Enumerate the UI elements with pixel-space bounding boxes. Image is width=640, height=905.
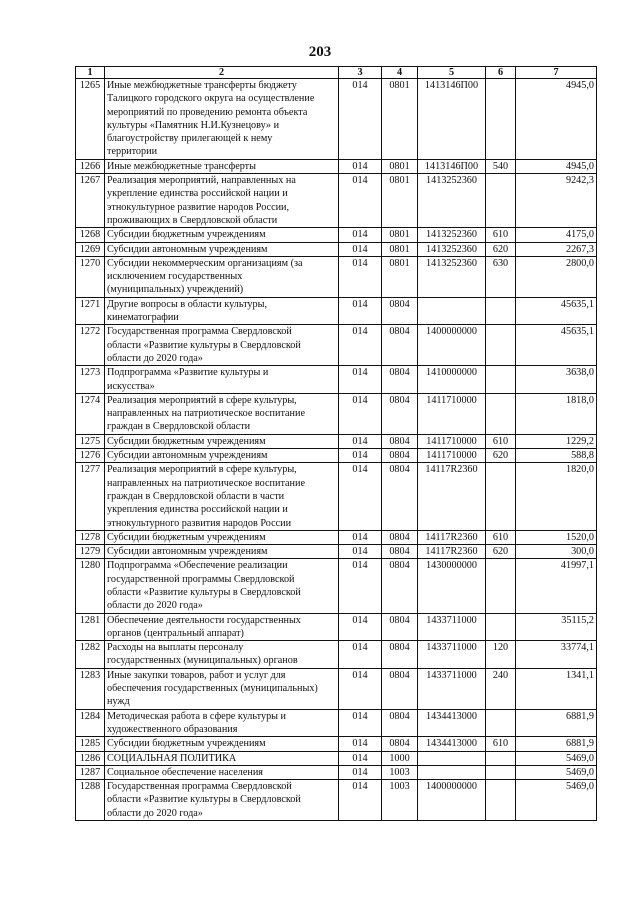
target-article-code: 1433711000 xyxy=(418,668,486,709)
target-article-code: 1433711000 xyxy=(418,613,486,641)
row-number: 1282 xyxy=(76,641,105,669)
row-name-line: Реализация мероприятий, направленных на xyxy=(107,175,296,187)
row-name xyxy=(105,780,339,821)
table-row xyxy=(76,613,597,641)
row-name-line: проживающих в Свердловской области xyxy=(107,214,278,226)
table-row xyxy=(76,228,597,242)
department-code: 014 xyxy=(339,393,382,434)
row-name-line: нужд xyxy=(107,696,130,708)
row-name-line: мероприятий по проведению ремонта объекта xyxy=(107,106,308,118)
row-name-line: Иные межбюджетные трансферты бюджету xyxy=(107,80,297,91)
amount: 5469,0 xyxy=(516,765,597,779)
row-name xyxy=(105,559,339,613)
section-code: 0804 xyxy=(382,668,418,709)
amount: 2800,0 xyxy=(516,256,597,297)
row-name-line: Талицкого городского округа на осуществление xyxy=(107,93,315,105)
amount: 5469,0 xyxy=(516,751,597,765)
row-name xyxy=(105,530,339,544)
table-row xyxy=(76,242,597,256)
row-name xyxy=(105,393,339,434)
row-name xyxy=(105,79,339,160)
table-row xyxy=(76,545,597,559)
header-cell: 3 xyxy=(339,67,382,79)
row-name-line: Методическая работа в сфере культуры и xyxy=(107,710,287,722)
row-name xyxy=(105,668,339,709)
section-code: 0801 xyxy=(382,174,418,228)
row-name-line: области до 2020 года» xyxy=(107,352,203,364)
row-name xyxy=(105,159,339,173)
department-code: 014 xyxy=(339,530,382,544)
expense-type-code: 630 xyxy=(486,256,516,297)
row-number: 1271 xyxy=(76,297,105,325)
table-row xyxy=(76,737,597,751)
row-number: 1276 xyxy=(76,449,105,463)
header-cell: 2 xyxy=(105,67,339,79)
department-code: 014 xyxy=(339,765,382,779)
table-row xyxy=(76,463,597,530)
row-name-line: области до 2020 года» xyxy=(107,807,203,819)
table-row xyxy=(76,530,597,544)
table-body xyxy=(76,79,597,821)
row-number: 1272 xyxy=(76,325,105,366)
amount: 1820,0 xyxy=(516,463,597,530)
section-code: 0804 xyxy=(382,325,418,366)
row-name-line: области до 2020 года» xyxy=(107,600,203,612)
amount: 1341,1 xyxy=(516,668,597,709)
row-name-line: обеспечения государственных (муниципальных) xyxy=(107,683,318,695)
expense-type-code: 610 xyxy=(486,434,516,448)
row-name-line: Расходы на выплаты персоналу xyxy=(107,642,244,654)
row-name-line: направленных на патриотическое воспитание xyxy=(107,408,305,420)
row-name-line: Государственная программа Свердловской xyxy=(107,781,292,793)
target-article-code: 14117R2360 xyxy=(418,463,486,530)
header-cell: 7 xyxy=(516,67,597,79)
expense-type-code xyxy=(486,463,516,530)
header-row xyxy=(76,67,597,79)
section-code: 0801 xyxy=(382,79,418,160)
row-number: 1274 xyxy=(76,393,105,434)
amount: 5469,0 xyxy=(516,780,597,821)
table-row xyxy=(76,780,597,821)
amount: 9242,3 xyxy=(516,174,597,228)
row-name xyxy=(105,613,339,641)
row-name-line: Иные межбюджетные трансферты xyxy=(107,160,256,172)
header-cell: 5 xyxy=(418,67,486,79)
row-number: 1286 xyxy=(76,751,105,765)
expense-type-code xyxy=(486,366,516,394)
department-code: 014 xyxy=(339,228,382,242)
target-article-code: 1413252360 xyxy=(418,174,486,228)
section-code: 1003 xyxy=(382,780,418,821)
department-code: 014 xyxy=(339,559,382,613)
row-name-line: Субсидии автономным учреждениям xyxy=(107,546,268,558)
row-name-line: Социальное обеспечение населения xyxy=(107,766,263,778)
table-row xyxy=(76,765,597,779)
table-row xyxy=(76,174,597,228)
row-name xyxy=(105,242,339,256)
table-row xyxy=(76,297,597,325)
row-name-line: Субсидии бюджетным учреждениям xyxy=(107,531,266,543)
section-code: 0801 xyxy=(382,256,418,297)
target-article-code: 1413252360 xyxy=(418,228,486,242)
row-number: 1266 xyxy=(76,159,105,173)
expense-type-code xyxy=(486,297,516,325)
row-name-line: Иные закупки товаров, работ и услуг для xyxy=(107,669,286,681)
row-name-line: этнокультурное развитие народов России, xyxy=(107,201,290,213)
section-code: 0804 xyxy=(382,366,418,394)
target-article-code: 1434413000 xyxy=(418,737,486,751)
row-number: 1265 xyxy=(76,79,105,160)
department-code: 014 xyxy=(339,737,382,751)
expense-type-code: 610 xyxy=(486,228,516,242)
table-row xyxy=(76,641,597,669)
department-code: 014 xyxy=(339,242,382,256)
department-code: 014 xyxy=(339,780,382,821)
row-number: 1267 xyxy=(76,174,105,228)
section-code: 0804 xyxy=(382,613,418,641)
expense-type-code: 620 xyxy=(486,242,516,256)
target-article-code: 1430000000 xyxy=(418,559,486,613)
row-number: 1285 xyxy=(76,737,105,751)
row-name-line: Подпрограмма «Развитие культуры и xyxy=(107,367,269,379)
row-name-line: органов (центральный аппарат) xyxy=(107,627,244,639)
expense-type-code: 610 xyxy=(486,737,516,751)
row-number: 1269 xyxy=(76,242,105,256)
row-name xyxy=(105,325,339,366)
row-name xyxy=(105,366,339,394)
section-code: 0804 xyxy=(382,434,418,448)
row-name-line: кинематографии xyxy=(107,312,179,324)
row-number: 1273 xyxy=(76,366,105,394)
table-row xyxy=(76,559,597,613)
amount: 4945,0 xyxy=(516,159,597,173)
row-name-line: Обеспечение деятельности государственных xyxy=(107,614,301,626)
expense-type-code: 620 xyxy=(486,545,516,559)
section-code: 0804 xyxy=(382,709,418,737)
expense-type-code: 240 xyxy=(486,668,516,709)
department-code: 014 xyxy=(339,159,382,173)
row-name-line: граждан в Свердловской области в части xyxy=(107,490,285,502)
page-number: 203 xyxy=(308,44,332,60)
target-article-code xyxy=(418,765,486,779)
expense-type-code xyxy=(486,751,516,765)
row-number: 1279 xyxy=(76,545,105,559)
target-article-code: 1434413000 xyxy=(418,709,486,737)
row-name-line: граждан в Свердловской области xyxy=(107,421,251,433)
row-name-line: (муниципальных) учреждений) xyxy=(107,284,244,296)
row-name-line: области «Развитие культуры в Свердловской xyxy=(107,586,301,598)
target-article-code: 1400000000 xyxy=(418,780,486,821)
amount: 41997,1 xyxy=(516,559,597,613)
expense-type-code: 120 xyxy=(486,641,516,669)
amount: 4945,0 xyxy=(516,79,597,160)
row-name-line: Государственная программа Свердловской xyxy=(107,326,292,338)
table-row xyxy=(76,325,597,366)
department-code: 014 xyxy=(339,751,382,765)
row-number: 1278 xyxy=(76,530,105,544)
department-code: 014 xyxy=(339,613,382,641)
expense-type-code xyxy=(486,559,516,613)
department-code: 014 xyxy=(339,709,382,737)
expense-type-code xyxy=(486,780,516,821)
row-name xyxy=(105,737,339,751)
header-cell: 1 xyxy=(76,67,105,79)
department-code: 014 xyxy=(339,366,382,394)
section-code: 1003 xyxy=(382,765,418,779)
amount: 3638,0 xyxy=(516,366,597,394)
department-code: 014 xyxy=(339,256,382,297)
row-name-line: этнокультурного развития народов России xyxy=(107,517,292,529)
row-number: 1275 xyxy=(76,434,105,448)
row-name xyxy=(105,174,339,228)
department-code: 014 xyxy=(339,641,382,669)
row-name xyxy=(105,228,339,242)
row-name-line: Субсидии бюджетным учреждениям xyxy=(107,435,266,447)
header-cell: 4 xyxy=(382,67,418,79)
department-code: 014 xyxy=(339,545,382,559)
expense-type-code xyxy=(486,174,516,228)
department-code: 014 xyxy=(339,297,382,325)
section-code: 0804 xyxy=(382,545,418,559)
section-code: 0804 xyxy=(382,530,418,544)
expense-type-code: 540 xyxy=(486,159,516,173)
budget-table xyxy=(75,66,597,821)
row-name-line: государственной программы Свердловской xyxy=(107,573,295,585)
target-article-code: 1413146П00 xyxy=(418,79,486,160)
expense-type-code xyxy=(486,613,516,641)
row-name-line: Субсидии некоммерческим организациям (за xyxy=(107,257,303,269)
section-code: 1000 xyxy=(382,751,418,765)
row-number: 1268 xyxy=(76,228,105,242)
expense-type-code: 620 xyxy=(486,449,516,463)
row-number: 1281 xyxy=(76,613,105,641)
table-row xyxy=(76,668,597,709)
department-code: 014 xyxy=(339,434,382,448)
department-code: 014 xyxy=(339,79,382,160)
row-name-line: искусства» xyxy=(107,380,155,392)
row-name-line: благоустройству прилегающей к нему xyxy=(107,133,273,145)
row-number: 1270 xyxy=(76,256,105,297)
row-name-line: Субсидии автономным учреждениям xyxy=(107,450,268,462)
target-article-code: 1413252360 xyxy=(418,256,486,297)
row-number: 1277 xyxy=(76,463,105,530)
target-article-code: 1411710000 xyxy=(418,393,486,434)
target-article-code: 1410000000 xyxy=(418,366,486,394)
amount: 300,0 xyxy=(516,545,597,559)
target-article-code xyxy=(418,297,486,325)
table-row xyxy=(76,79,597,160)
row-number: 1280 xyxy=(76,559,105,613)
row-name-line: укрепление единства российской нации и xyxy=(107,188,288,200)
row-name-line: Реализация мероприятий в сфере культуры, xyxy=(107,394,297,406)
section-code: 0801 xyxy=(382,228,418,242)
amount: 35115,2 xyxy=(516,613,597,641)
department-code: 014 xyxy=(339,325,382,366)
row-name xyxy=(105,765,339,779)
row-name-line: Другие вопросы в области культуры, xyxy=(107,298,267,310)
section-code: 0801 xyxy=(382,159,418,173)
expense-type-code xyxy=(486,325,516,366)
table-row xyxy=(76,751,597,765)
section-code: 0801 xyxy=(382,242,418,256)
row-name-line: Субсидии бюджетным учреждениям xyxy=(107,229,266,241)
row-name xyxy=(105,449,339,463)
table-row xyxy=(76,709,597,737)
amount: 1520,0 xyxy=(516,530,597,544)
table-row xyxy=(76,159,597,173)
table-row xyxy=(76,393,597,434)
department-code: 014 xyxy=(339,174,382,228)
department-code: 014 xyxy=(339,463,382,530)
row-name-line: государственных (муниципальных) органов xyxy=(107,655,298,667)
table-row xyxy=(76,434,597,448)
row-name-line: области «Развитие культуры в Свердловской xyxy=(107,794,301,806)
row-name-line: Реализация мероприятий в сфере культуры, xyxy=(107,464,297,476)
expense-type-code xyxy=(486,709,516,737)
row-number: 1288 xyxy=(76,780,105,821)
row-name-line: направленных на патриотическое воспитание xyxy=(107,477,305,489)
row-name-line: СОЦИАЛЬНАЯ ПОЛИТИКА xyxy=(107,752,237,764)
target-article-code: 1413146П00 xyxy=(418,159,486,173)
expense-type-code xyxy=(486,765,516,779)
section-code: 0804 xyxy=(382,449,418,463)
row-number: 1283 xyxy=(76,668,105,709)
row-name-line: Подпрограмма «Обеспечение реализации xyxy=(107,560,288,572)
row-number: 1284 xyxy=(76,709,105,737)
table-row xyxy=(76,366,597,394)
amount: 1229,2 xyxy=(516,434,597,448)
amount: 2267,3 xyxy=(516,242,597,256)
expense-type-code: 610 xyxy=(486,530,516,544)
row-number: 1287 xyxy=(76,765,105,779)
row-name xyxy=(105,463,339,530)
row-name-line: Субсидии автономным учреждениям xyxy=(107,243,268,255)
table-row xyxy=(76,256,597,297)
section-code: 0804 xyxy=(382,463,418,530)
row-name-line: исключением государственных xyxy=(107,271,243,283)
department-code: 014 xyxy=(339,668,382,709)
row-name xyxy=(105,709,339,737)
section-code: 0804 xyxy=(382,297,418,325)
amount: 4175,0 xyxy=(516,228,597,242)
row-name-line: укрепления единства российской нации и xyxy=(107,504,288,516)
target-article-code xyxy=(418,751,486,765)
target-article-code: 1400000000 xyxy=(418,325,486,366)
target-article-code: 14117R2360 xyxy=(418,545,486,559)
amount: 33774,1 xyxy=(516,641,597,669)
amount: 45635,1 xyxy=(516,297,597,325)
row-name-line: Субсидии бюджетным учреждениям xyxy=(107,738,266,750)
row-name xyxy=(105,641,339,669)
row-name xyxy=(105,297,339,325)
expense-type-code xyxy=(486,79,516,160)
header-cell: 6 xyxy=(486,67,516,79)
target-article-code: 14117R2360 xyxy=(418,530,486,544)
section-code: 0804 xyxy=(382,737,418,751)
amount: 588,8 xyxy=(516,449,597,463)
section-code: 0804 xyxy=(382,393,418,434)
row-name-line: области «Развитие культуры в Свердловской xyxy=(107,339,301,351)
expense-type-code xyxy=(486,393,516,434)
amount: 6881,9 xyxy=(516,737,597,751)
row-name xyxy=(105,751,339,765)
target-article-code: 1433711000 xyxy=(418,641,486,669)
row-name-line: территории xyxy=(107,146,158,158)
target-article-code: 1411710000 xyxy=(418,449,486,463)
amount: 6881,9 xyxy=(516,709,597,737)
row-name xyxy=(105,545,339,559)
target-article-code: 1411710000 xyxy=(418,434,486,448)
row-name-line: художественного образования xyxy=(107,723,238,735)
section-code: 0804 xyxy=(382,641,418,669)
table-row xyxy=(76,449,597,463)
amount: 45635,1 xyxy=(516,325,597,366)
target-article-code: 1413252360 xyxy=(418,242,486,256)
row-name-line: культуры «Памятник Н.И.Кузнецову» и xyxy=(107,119,280,131)
row-name xyxy=(105,434,339,448)
amount: 1818,0 xyxy=(516,393,597,434)
section-code: 0804 xyxy=(382,559,418,613)
department-code: 014 xyxy=(339,449,382,463)
row-name xyxy=(105,256,339,297)
